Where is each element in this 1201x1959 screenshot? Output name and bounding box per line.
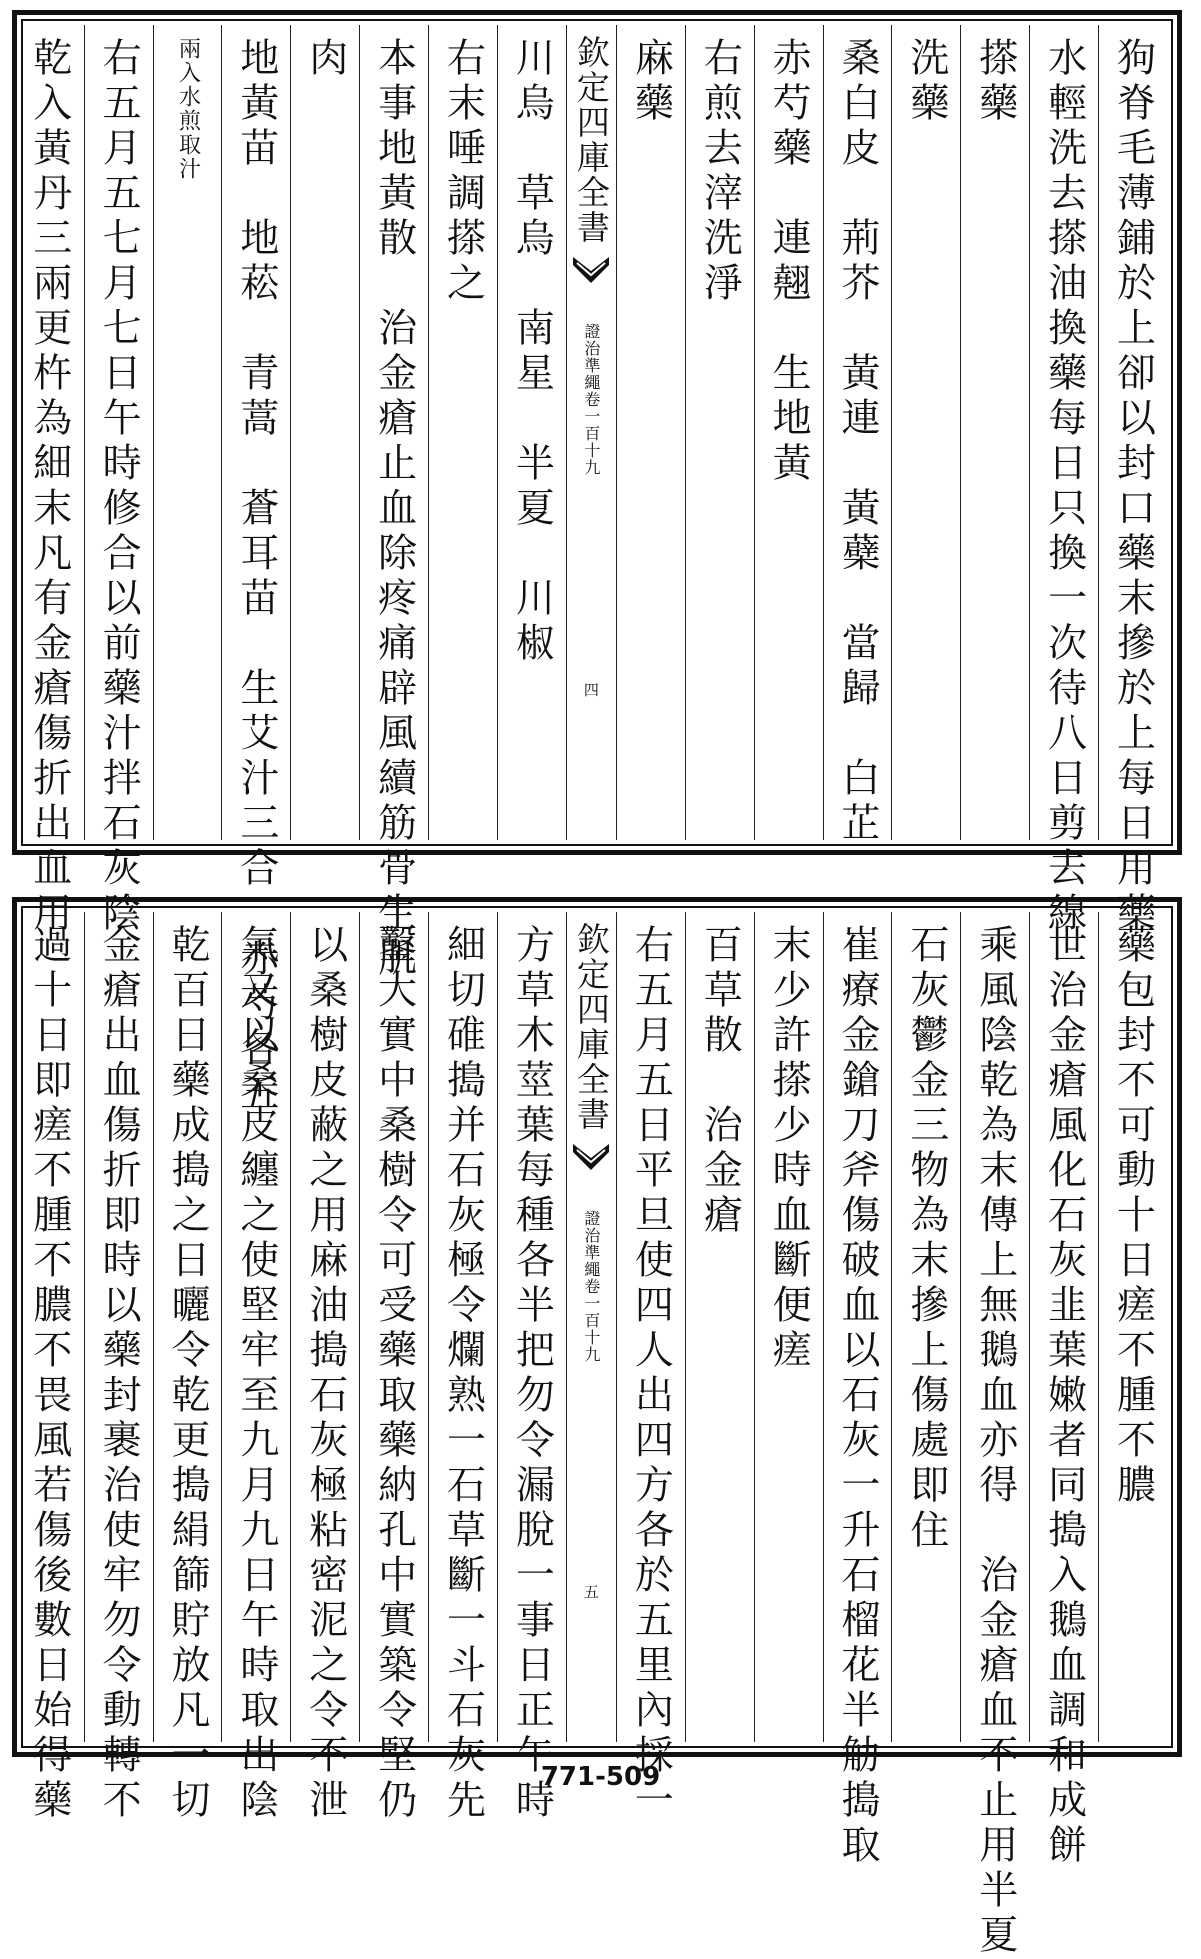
text-column xyxy=(960,912,1029,1959)
column-text: 乘風陰乾為末傳上無鵝血亦得 治金瘡血不止用半夏 xyxy=(972,924,1018,1959)
text-column xyxy=(960,25,1029,840)
text-column xyxy=(290,912,359,1824)
text-column xyxy=(428,912,497,1824)
column-text: 百草散 治金瘡 xyxy=(697,924,743,1239)
column-text: 洗藥 xyxy=(903,37,949,127)
text-column xyxy=(754,25,823,840)
text-column xyxy=(891,25,960,840)
book-title: 欽定四庫全書 xyxy=(571,35,611,245)
column-text: 崔療金鎗刀斧傷破血以石灰一升石榴花半觔搗取 xyxy=(834,924,880,1869)
column-text: 搽藥 xyxy=(972,37,1018,127)
column-text: 細切碓搗并石灰極令爛熟一石草斷一斗石灰先 xyxy=(440,924,486,1824)
column-text: 金瘡出血傷折即時以藥封裹治使牢勿令動轉不 xyxy=(96,924,142,1824)
text-column xyxy=(1098,912,1167,1742)
chapter-label: 證治準繩卷一百十九 xyxy=(581,323,601,476)
text-column xyxy=(754,912,823,1742)
column-text: 氣又以桑皮纏之使堅牢至九月九日午時取出陰 xyxy=(233,924,279,1824)
text-column xyxy=(497,25,566,840)
column-text: 右五月五日平旦使四人出四方各於五里內採一 xyxy=(628,924,674,1824)
text-column xyxy=(84,25,153,937)
text-column xyxy=(891,912,960,1742)
text-column xyxy=(15,25,84,937)
column-text: 乾入黃丹三兩更杵為細末凡有金瘡傷折出血用 xyxy=(26,37,72,937)
text-column xyxy=(685,912,754,1742)
text-column xyxy=(1098,25,1167,937)
text-column xyxy=(290,25,359,840)
text-column xyxy=(685,25,754,840)
fishtail-mark-icon xyxy=(571,255,611,285)
column-text: 方草木莖葉每種各半把勿令漏脫一事日正午時 xyxy=(509,924,555,1824)
column-text: 桑白皮 荊芥 黃連 黃蘗 當歸 白芷 xyxy=(834,37,880,847)
text-column xyxy=(15,912,84,1824)
column-text: 地黃苗 地菘 青蒿 蒼耳苗 生艾汁三合 赤芍各五 xyxy=(233,37,279,1117)
column-text: 石灰鬱金三物為末摻上傷處即住 xyxy=(903,924,949,1554)
column-text: 右煎去滓洗淨 xyxy=(697,37,743,307)
column-text: 過十日即瘥不腫不膿不畏風若傷後數日始得藥 xyxy=(26,924,72,1824)
text-column xyxy=(1029,912,1098,1869)
text-column xyxy=(359,25,428,982)
column-text: 狗脊毛薄鋪於上卻以封口藥末摻於上每日用藥 xyxy=(1110,37,1156,937)
text-column xyxy=(221,25,290,1117)
column-text: 赤芍藥 連翹 生地黃 xyxy=(766,37,812,487)
column-text: 兩入水煎取汁 xyxy=(175,37,201,181)
book-title: 欽定四庫全書 xyxy=(571,922,611,1132)
chapter-label: 證治準繩卷一百十九 xyxy=(581,1210,601,1363)
text-column xyxy=(84,912,153,1824)
column-text: 右末唾調搽之 xyxy=(440,37,486,307)
text-column xyxy=(497,912,566,1824)
text-column xyxy=(823,912,892,1869)
text-column xyxy=(823,25,892,847)
center-fold-column xyxy=(566,912,616,1742)
text-column xyxy=(616,912,685,1824)
page-number-footer: 771-509 xyxy=(540,1762,661,1792)
text-column xyxy=(221,912,290,1824)
column-text: 乾百日藥成搗之日曬令乾更搗絹篩貯放凡一切 xyxy=(164,924,210,1824)
text-column xyxy=(359,912,428,1824)
text-column xyxy=(428,25,497,840)
column-text: 末少許搽少時血斷便瘥 xyxy=(766,924,812,1374)
text-column xyxy=(153,25,222,840)
column-text: 鑿大實中桑樹令可受藥取藥納孔中實築令堅仍 xyxy=(371,924,417,1824)
column-text: 麻藥 xyxy=(628,37,674,127)
column-text: 水輕洗去搽油換藥每日只換一次待八日剪去線 xyxy=(1041,37,1087,937)
leaf-number: 四 xyxy=(583,681,599,699)
center-fold-column xyxy=(566,25,616,840)
text-column xyxy=(153,912,222,1824)
column-text: 肉 xyxy=(302,37,348,82)
text-column xyxy=(616,25,685,840)
text-column xyxy=(1029,25,1098,937)
column-text: 本事地黃散 治金瘡止血除疼痛辟風續筋骨生肌 xyxy=(371,37,417,982)
column-text: 藥包封不可動十日瘥不腫不膿 xyxy=(1110,924,1156,1509)
column-text: 右五月五七月七日午時修合以前藥汁拌石灰陰 xyxy=(96,37,142,937)
column-text: 世治金瘡風化石灰韭葉嫩者同搗入鵝血調和成餅 xyxy=(1041,924,1087,1869)
column-text: 川烏 草烏 南星 半夏 川椒 xyxy=(509,37,555,667)
column-text: 以桑樹皮蔽之用麻油搗石灰極粘密泥之令不泄 xyxy=(302,924,348,1824)
leaf-number: 五 xyxy=(583,1583,599,1601)
fishtail-mark-icon xyxy=(571,1142,611,1172)
